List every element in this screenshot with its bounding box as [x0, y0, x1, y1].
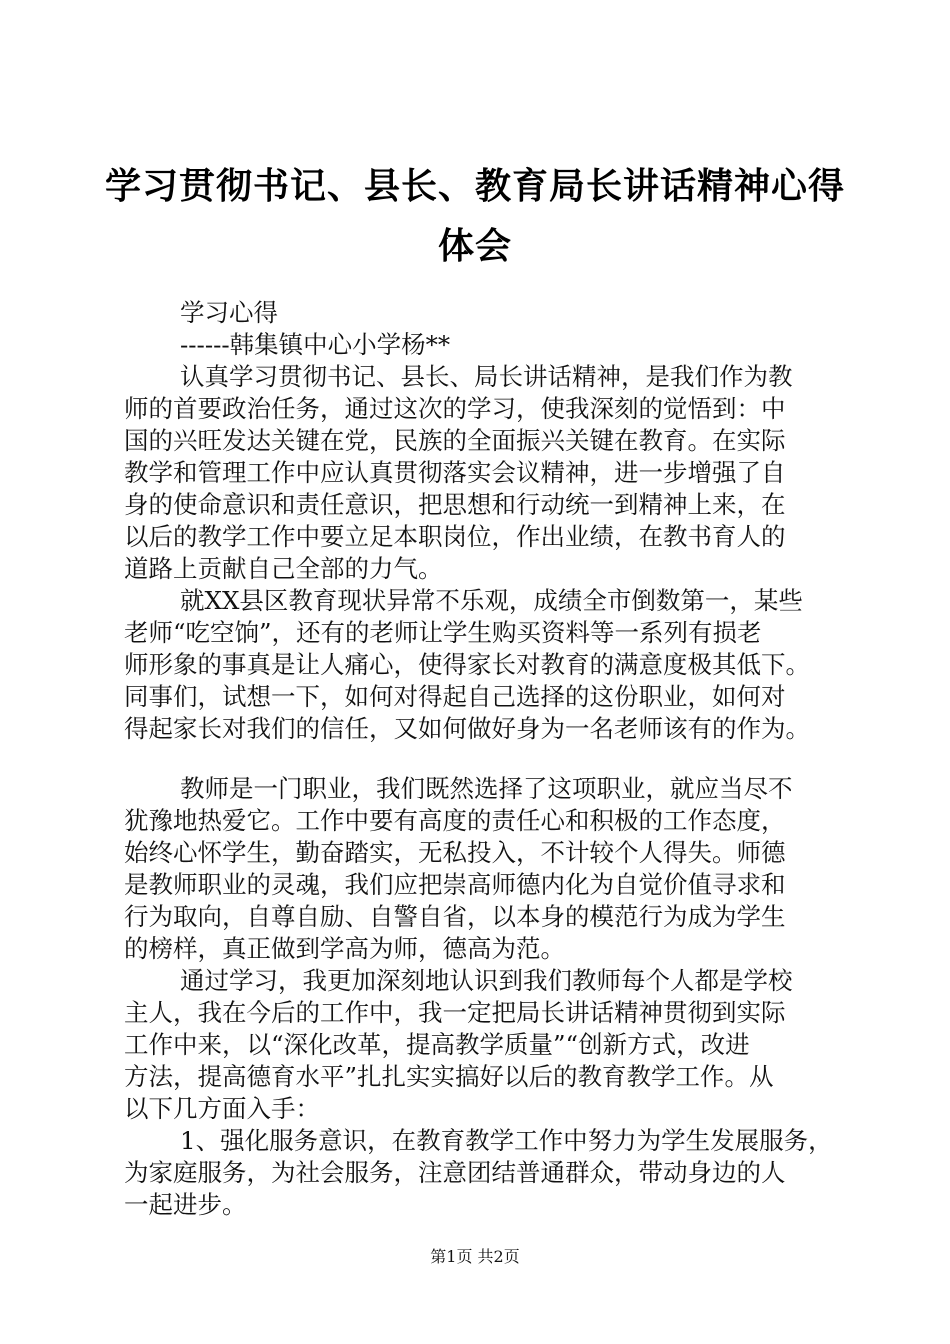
- page-number-footer: 第1页 共2页: [430, 1247, 520, 1266]
- paragraph-line: 教学和管理工作中应认真贯彻落实会议精神，进一步增强了自: [124, 458, 786, 487]
- paragraph-line: 认真学习贯彻书记、县长、局长讲话精神，是我们作为教: [180, 362, 793, 391]
- paragraph-line: 为家庭服务，为社会服务，注意团结普通群众，带动身边的人: [124, 1158, 786, 1187]
- paragraph-line: 以后的教学工作中要立足本职岗位，作出业绩，在教书育人的: [124, 522, 786, 551]
- paragraph-line: 犹豫地热爱它。工作中要有高度的责任心和积极的工作态度，: [124, 806, 786, 835]
- paragraph-line: 工作中来，以“深化改革，提高教学质量”“创新方式，改进: [124, 1030, 750, 1059]
- paragraph-line: 行为取向，自尊自励、自警自省，以本身的模范行为成为学生: [124, 902, 786, 931]
- author-byline: ------韩集镇中心小学杨**: [180, 330, 451, 359]
- paragraph-line: 师的首要政治任务，通过这次的学习，使我深刻的觉悟到：中: [124, 394, 786, 423]
- paragraph-line: 以下几方面入手：: [124, 1094, 320, 1123]
- section-heading: 学习心得: [180, 298, 278, 327]
- paragraph-line: 方法，提高德育水平”扎扎实实搞好以后的教育教学工作。从: [124, 1062, 774, 1091]
- paragraph-line: 教师是一门职业，我们既然选择了这项职业，就应当尽不: [180, 774, 793, 803]
- paragraph-line: 师形象的事真是让人痛心，使得家长对教育的满意度极其低下。: [124, 650, 810, 679]
- paragraph-line: 就XX县区教育现状异常不乐观，成绩全市倒数第一，某些: [180, 586, 803, 615]
- paragraph-line: 主人，我在今后的工作中，我一定把局长讲话精神贯彻到实际: [124, 998, 786, 1027]
- paragraph-line: 身的使命意识和责任意识，把思想和行动统一到精神上来，在: [124, 490, 786, 519]
- paragraph-line: 始终心怀学生，勤奋踏实，无私投入，不计较个人得失。师德: [124, 838, 786, 867]
- paragraph-line: 道路上贡献自己全部的力气。: [124, 554, 443, 583]
- paragraph-line: 老师“吃空饷”，还有的老师让学生购买资料等一系列有损老: [124, 618, 762, 647]
- paragraph-line: 的榜样，真正做到学高为师，德高为范。: [124, 934, 565, 963]
- paragraph-line: 是教师职业的灵魂，我们应把崇高师德内化为自觉价值寻求和: [124, 870, 786, 899]
- paragraph-line: 一起进步。: [124, 1190, 247, 1219]
- paragraph-line: 得起家长对我们的信任，又如何做好身为一名老师该有的作为。: [124, 714, 810, 743]
- document-title-line-1: 学习贯彻书记、县长、教育局长讲话精神心得: [104, 165, 845, 207]
- paragraph-line: 同事们，试想一下，如何对得起自己选择的这份职业，如何对: [124, 682, 786, 711]
- paragraph-line: 通过学习，我更加深刻地认识到我们教师每个人都是学校: [180, 966, 793, 995]
- document-title-line-2: 体会: [437, 225, 512, 267]
- paragraph-line: 1、强化服务意识，在教育教学工作中努力为学生发展服务，: [180, 1126, 833, 1155]
- paragraph-line: 国的兴旺发达关键在党，民族的全面振兴关键在教育。在实际: [124, 426, 786, 455]
